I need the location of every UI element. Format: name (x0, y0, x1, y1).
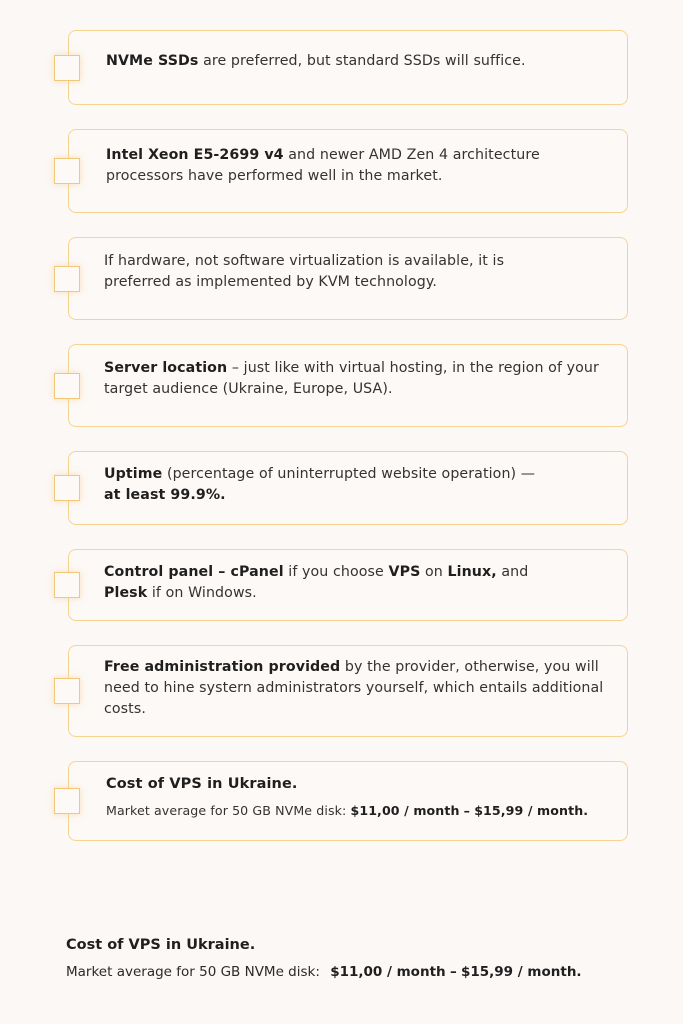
checkbox-icon[interactable] (54, 572, 80, 598)
footer-dash: – (449, 964, 457, 980)
requirement-text (104, 358, 599, 400)
footer-cost (66, 937, 582, 980)
footer-price-to: $15,99 / month. (460, 964, 582, 980)
cost-card (68, 761, 628, 841)
body-text: If hardware, not software virtualization is available, it is preferred as implemented by KVM technology. (104, 253, 505, 290)
cost-card-content (106, 774, 623, 821)
body-text: if on Windows. (147, 585, 257, 601)
checkbox-icon[interactable] (54, 678, 80, 704)
requirement-text (106, 145, 605, 187)
requirement-card-administration (68, 645, 628, 737)
body-text: and (496, 564, 529, 580)
cost-card-price-to: $15,99 / month. (474, 803, 589, 818)
bold-text: Uptime (104, 466, 163, 482)
bold-text: Plesk (104, 585, 148, 601)
footer-price-line (66, 964, 582, 980)
bold-text: at least 99.9%. (104, 487, 226, 503)
requirement-card-virtualization (68, 237, 628, 320)
requirement-text (104, 464, 607, 506)
checkbox-icon[interactable] (54, 475, 80, 501)
bold-text: VPS (388, 564, 421, 580)
body-text: – just like with virtual hosting, in the region of your target audience (Ukraine, Europe, USA). (104, 360, 599, 397)
requirement-card-cpu (68, 129, 628, 213)
cost-card-prefix: Market average for 50 GB NVMe disk: (106, 803, 347, 818)
checkbox-icon[interactable] (54, 158, 80, 184)
cost-card-dash: – (463, 803, 471, 818)
cost-card-title: Cost of VPS in Ukraine. (106, 776, 298, 792)
bold-text: Linux, (447, 564, 497, 580)
requirement-text (104, 562, 607, 604)
checkbox-icon[interactable] (54, 266, 80, 292)
bold-text: Intel Xeon E5-2699 v4 (106, 147, 284, 163)
footer-title: Cost of VPS in Ukraine. (66, 937, 256, 953)
bold-text: Server location (104, 360, 228, 376)
body-text: if you choose (283, 564, 389, 580)
cost-card-price-from: $11,00 / month (350, 803, 460, 818)
cost-card-price-line (106, 800, 623, 821)
body-text: (percentage of uninterrupted website operation) — (162, 466, 536, 482)
checkbox-icon[interactable] (54, 55, 80, 81)
requirement-text (104, 657, 613, 720)
body-text: and newer AMD Zen 4 architecture processors have performed well in the market. (106, 147, 540, 184)
requirement-text (104, 251, 567, 293)
requirement-card-uptime (68, 451, 628, 525)
requirement-text (106, 51, 607, 72)
body-text: by the provider, otherwise, you will need to hine systern administrators yourself, which entails additional costs. (104, 659, 604, 717)
bold-text: NVMe SSDs (106, 53, 199, 69)
checkbox-icon[interactable] (54, 373, 80, 399)
checkbox-icon[interactable] (54, 788, 80, 814)
requirement-card-control-panel (68, 549, 628, 621)
requirement-card-location (68, 344, 628, 427)
body-text: on (420, 564, 448, 580)
footer-prefix: Market average for 50 GB NVMe disk: (66, 964, 320, 980)
footer-price-from: $11,00 / month (330, 964, 446, 980)
bold-text: Control panel – cPanel (104, 564, 284, 580)
requirement-card-ssd (68, 30, 628, 105)
body-text: are preferred, but standard SSDs will suffice. (198, 53, 526, 69)
bold-text: Free administration provided (104, 659, 341, 675)
